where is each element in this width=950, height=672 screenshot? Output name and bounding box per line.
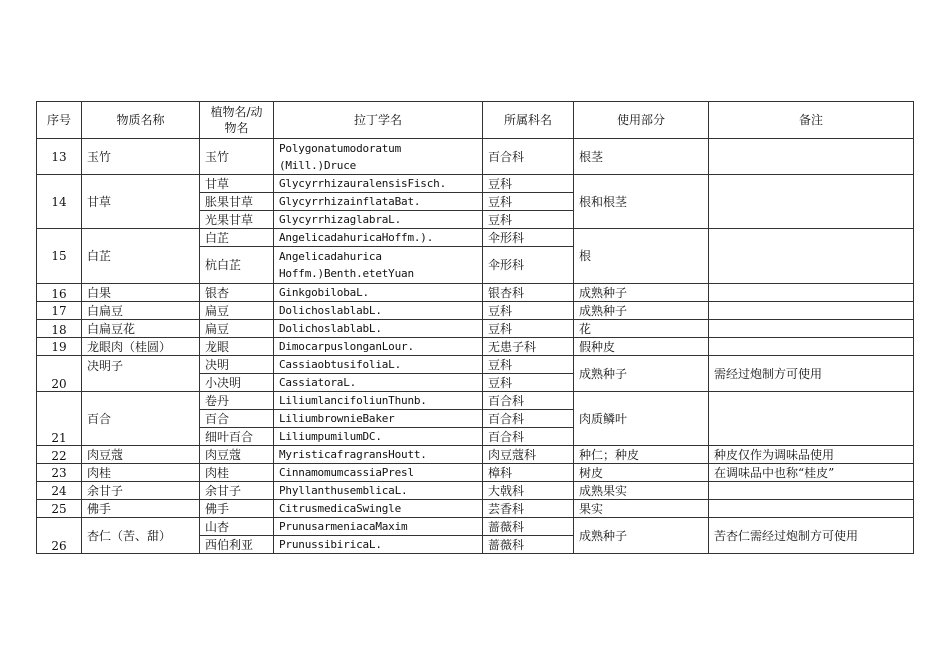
header-part: 使用部分 xyxy=(574,102,709,139)
header-no: 序号 xyxy=(37,102,82,139)
family-name: 百合科 xyxy=(483,428,574,446)
plant-name: 白芷 xyxy=(200,229,274,247)
latin-name: GlycyrrhizaglabraL. xyxy=(274,211,483,229)
substance-name: 杏仁（苦、甜） xyxy=(82,518,200,554)
table-row xyxy=(37,338,914,356)
table-row xyxy=(37,284,914,302)
substance-name: 白果 xyxy=(82,284,200,302)
family-name: 伞形科 xyxy=(483,229,574,247)
family-name: 百合科 xyxy=(483,410,574,428)
plant-name: 胀果甘草 xyxy=(200,193,274,211)
latin-name: GinkgobilobaL. xyxy=(274,284,483,302)
row-no: 19 xyxy=(37,338,82,356)
used-part: 种仁；种皮 xyxy=(574,446,709,464)
table-row xyxy=(37,229,914,247)
note: 在调味品中也称“桂皮” xyxy=(709,464,914,482)
table-row xyxy=(37,175,914,193)
table-row xyxy=(37,320,914,338)
note xyxy=(709,139,914,175)
latin-name: DimocarpuslonganLour. xyxy=(274,338,483,356)
used-part: 花 xyxy=(574,320,709,338)
plant-name: 银杏 xyxy=(200,284,274,302)
family-name: 豆科 xyxy=(483,374,574,392)
used-part: 成熟种子 xyxy=(574,284,709,302)
plant-name: 杭白芷 xyxy=(200,247,274,284)
substance-name: 百合 xyxy=(82,392,200,446)
used-part: 成熟种子 xyxy=(574,302,709,320)
plant-name: 扁豆 xyxy=(200,302,274,320)
row-no: 24 xyxy=(37,482,82,500)
plant-name: 山杏 xyxy=(200,518,274,536)
row-no: 26 xyxy=(37,518,82,554)
latin-name: DolichoslablabL. xyxy=(274,302,483,320)
used-part: 根 xyxy=(574,229,709,284)
latin-name: LiliumpumilumDC. xyxy=(274,428,483,446)
family-name: 豆科 xyxy=(483,320,574,338)
family-name: 肉豆蔻科 xyxy=(483,446,574,464)
family-name: 蔷薇科 xyxy=(483,536,574,554)
row-no: 22 xyxy=(37,446,82,464)
substance-name: 肉桂 xyxy=(82,464,200,482)
family-name: 蔷薇科 xyxy=(483,518,574,536)
note xyxy=(709,320,914,338)
header-note: 备注 xyxy=(709,102,914,139)
substance-name: 玉竹 xyxy=(82,139,200,175)
table-row xyxy=(37,356,914,374)
table-row xyxy=(37,500,914,518)
plant-name: 小决明 xyxy=(200,374,274,392)
substance-name: 白芷 xyxy=(82,229,200,284)
family-name: 豆科 xyxy=(483,302,574,320)
plant-name: 佛手 xyxy=(200,500,274,518)
row-no: 15 xyxy=(37,229,82,284)
note xyxy=(709,229,914,284)
plant-name: 肉桂 xyxy=(200,464,274,482)
latin-name: CitrusmedicaSwingle xyxy=(274,500,483,518)
row-no: 17 xyxy=(37,302,82,320)
row-no: 16 xyxy=(37,284,82,302)
header-row xyxy=(37,102,914,139)
used-part: 根茎 xyxy=(574,139,709,175)
note xyxy=(709,175,914,229)
family-name: 豆科 xyxy=(483,175,574,193)
latin-name: LiliumlancifoliunThunb. xyxy=(274,392,483,410)
family-name: 百合科 xyxy=(483,139,574,175)
row-no: 21 xyxy=(37,392,82,446)
row-no: 25 xyxy=(37,500,82,518)
latin-name: AngelicadahuricaHoffm.). xyxy=(274,229,483,247)
latin-name: CassiatoraL. xyxy=(274,374,483,392)
note xyxy=(709,302,914,320)
note: 需经过炮制方可使用 xyxy=(709,356,914,392)
used-part: 根和根茎 xyxy=(574,175,709,229)
table-row xyxy=(37,482,914,500)
row-no: 18 xyxy=(37,320,82,338)
substance-name: 佛手 xyxy=(82,500,200,518)
table-row xyxy=(37,518,914,536)
plant-name: 决明 xyxy=(200,356,274,374)
used-part: 成熟种子 xyxy=(574,356,709,392)
row-no: 14 xyxy=(37,175,82,229)
row-no: 23 xyxy=(37,464,82,482)
header-name: 物质名称 xyxy=(82,102,200,139)
family-name: 无患子科 xyxy=(483,338,574,356)
latin-name: Polygonatumodoratum (Mill.)Druce xyxy=(274,139,483,175)
family-name: 豆科 xyxy=(483,211,574,229)
used-part: 成熟种子 xyxy=(574,518,709,554)
latin-name: PhyllanthusemblicaL. xyxy=(274,482,483,500)
used-part: 肉质鳞叶 xyxy=(574,392,709,446)
latin-name: GlycyrrhizainflataBat. xyxy=(274,193,483,211)
plant-name: 卷丹 xyxy=(200,392,274,410)
plant-name: 扁豆 xyxy=(200,320,274,338)
used-part: 树皮 xyxy=(574,464,709,482)
substance-name: 白扁豆 xyxy=(82,302,200,320)
note xyxy=(709,338,914,356)
note xyxy=(709,284,914,302)
table-row xyxy=(37,392,914,410)
table-row xyxy=(37,446,914,464)
substance-name: 肉豆蔻 xyxy=(82,446,200,464)
used-part: 假种皮 xyxy=(574,338,709,356)
plant-name: 光果甘草 xyxy=(200,211,274,229)
latin-name: DolichoslablabL. xyxy=(274,320,483,338)
family-name: 银杏科 xyxy=(483,284,574,302)
row-no: 20 xyxy=(37,356,82,392)
header-latin: 拉丁学名 xyxy=(274,102,483,139)
plant-name: 细叶百合 xyxy=(200,428,274,446)
family-name: 百合科 xyxy=(483,392,574,410)
family-name: 伞形科 xyxy=(483,247,574,284)
header-family: 所属科名 xyxy=(483,102,574,139)
plant-name: 百合 xyxy=(200,410,274,428)
substance-name: 甘草 xyxy=(82,175,200,229)
note: 苦杏仁需经过炮制方可使用 xyxy=(709,518,914,554)
table-row xyxy=(37,139,914,175)
header-plant: 植物名/动物名 xyxy=(200,102,274,139)
used-part: 成熟果实 xyxy=(574,482,709,500)
plant-name: 肉豆蔻 xyxy=(200,446,274,464)
family-name: 芸香科 xyxy=(483,500,574,518)
note: 种皮仅作为调味品使用 xyxy=(709,446,914,464)
plant-name: 余甘子 xyxy=(200,482,274,500)
substance-name: 龙眼肉（桂圆） xyxy=(82,338,200,356)
plant-name: 西伯利亚 xyxy=(200,536,274,554)
table-row xyxy=(37,464,914,482)
used-part: 果实 xyxy=(574,500,709,518)
family-name: 豆科 xyxy=(483,356,574,374)
family-name: 豆科 xyxy=(483,193,574,211)
latin-name: CinnamomumcassiaPresl xyxy=(274,464,483,482)
table-row xyxy=(37,302,914,320)
plant-name: 甘草 xyxy=(200,175,274,193)
row-no: 13 xyxy=(37,139,82,175)
latin-name: Angelicadahurica Hoffm.)Benth.etetYuan xyxy=(274,247,483,284)
family-name: 樟科 xyxy=(483,464,574,482)
latin-name: CassiaobtusifoliaL. xyxy=(274,356,483,374)
latin-name: PrunusarmeniacaMaxim xyxy=(274,518,483,536)
latin-name: MyristicafragransHoutt. xyxy=(274,446,483,464)
family-name: 大戟科 xyxy=(483,482,574,500)
latin-name: LiliumbrownieBaker xyxy=(274,410,483,428)
plant-name: 龙眼 xyxy=(200,338,274,356)
herb-substance-table xyxy=(36,101,914,554)
latin-name: PrunussibiricaL. xyxy=(274,536,483,554)
note xyxy=(709,500,914,518)
note xyxy=(709,482,914,500)
plant-name: 玉竹 xyxy=(200,139,274,175)
substance-name: 决明子 xyxy=(82,356,200,392)
note xyxy=(709,392,914,446)
substance-name: 白扁豆花 xyxy=(82,320,200,338)
substance-name: 余甘子 xyxy=(82,482,200,500)
latin-name: GlycyrrhizauralensisFisch. xyxy=(274,175,483,193)
